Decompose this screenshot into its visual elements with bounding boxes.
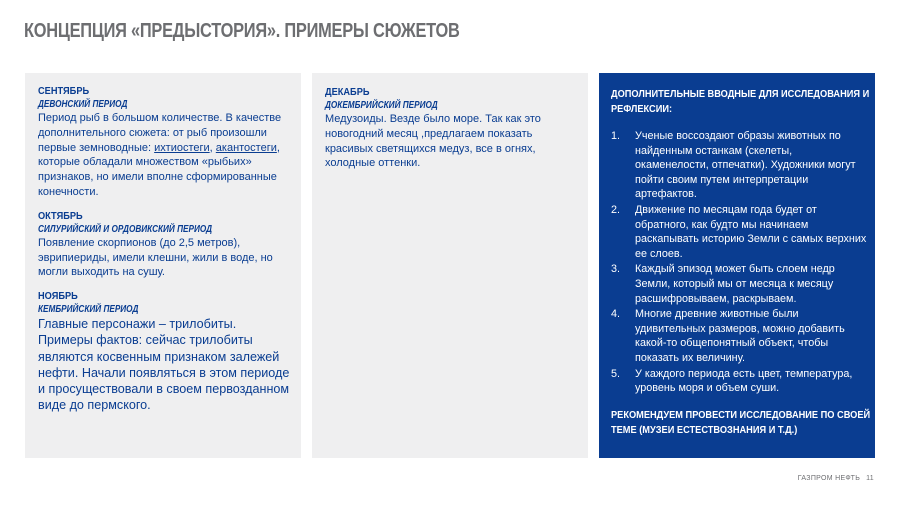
month-heading: НОЯБРЬ (38, 290, 78, 303)
brand-name: ГАЗПРОМ НЕФТЬ (797, 475, 861, 482)
text-part: Период рыб в большом количестве. В качестве дополнительного сюжета: от рыб произошли первые земноводные: (38, 112, 282, 154)
period-subheading: ДОКЕМБРИЙСКИЙ ПЕРИОД (325, 100, 438, 111)
list-item (611, 367, 867, 396)
list-item (611, 129, 867, 202)
section-november (38, 290, 291, 413)
item-text: У каждого периода есть цвет, температура, уровень моря и объем суши. (635, 367, 853, 395)
section-text: Появление скорпионов (до 2,5 метров), эврипиериды, имели клешни, жили в воде, но могли выходить на сушу. (38, 236, 273, 279)
recommendation-label: РЕКОМЕНДУЕМ ПРОВЕСТИ ИССЛЕДОВАНИЕ ПО СВОЕЙ ТЕМЕ (МУЗЕИ ЕСТЕСТВОЗНАНИЯ И Т.Д.) (611, 408, 871, 436)
middle-panel (312, 73, 588, 458)
link-acanthostega[interactable]: акантостеги (215, 141, 277, 154)
month-heading: СЕНТЯБРЬ (38, 85, 90, 97)
item-text: Многие древние животные были удивительных размеров, можно добавить какой-то общепонятный объект, чтобы показать их величину. (635, 308, 845, 364)
period-subheading: ДЕВОНСКИЙ ПЕРИОД (38, 99, 128, 110)
month-heading: ДЕКАБРЬ (325, 86, 370, 98)
recommendation-text (611, 408, 871, 438)
section-october (38, 210, 291, 280)
month-heading: ОКТЯБРЬ (38, 209, 83, 222)
item-number: 5. (611, 367, 621, 380)
section-september (38, 85, 291, 200)
item-number: 4. (611, 308, 621, 321)
period-subheading: КЕМБРИЙСКИЙ ПЕРИОД (38, 304, 139, 316)
right-panel (599, 73, 875, 458)
item-text: Ученые воссоздают образы животных по найденным останкам (скелеты, окаменелости, отпечатки). Художники могут пойти своим путем интерпретации артефактов. (635, 130, 856, 201)
separator: , (209, 141, 216, 154)
list-item (611, 262, 867, 306)
page-footer (798, 475, 874, 482)
link-ichthyostega[interactable]: ихтиостеги (154, 141, 210, 154)
list-item (611, 203, 867, 261)
item-text: Движение по месяцам года будет от обратного, как будто мы начинаем раскапывать историю Земли с самых верхних ее слоев. (635, 203, 867, 260)
item-number: 3. (611, 263, 621, 276)
section-text: Главные персонажи – трилобиты. Примеры фактов: сейчас трилобиты являются косвенным признаком залежей нефти. Начали появляться в этом периоде и просуществовали в своем первозданном виде до пермского. (38, 317, 290, 413)
section-december (325, 86, 578, 171)
section-text: Медузоиды. Везде было море. Так как это новогодний месяц ,предлагаем показать красивых светящихся медуз, все в огнях, холодные оттенки. (325, 113, 541, 170)
heading-text: ДОПОЛНИТЕЛЬНЫЕ ВВОДНЫЕ ДЛЯ ИССЛЕДОВАНИЯ И РЕФЛЕКСИИ: (611, 88, 870, 115)
page-title: КОНЦЕПЦИЯ «ПРЕДЫСТОРИЯ». ПРИМЕРЫ СЮЖЕТОВ (24, 20, 460, 42)
section-text (38, 111, 291, 200)
notes-list (611, 129, 867, 396)
page-number: 11 (866, 475, 874, 482)
right-heading (611, 87, 870, 117)
item-number: 2. (611, 203, 621, 216)
left-panel (25, 73, 301, 458)
item-text: Каждый эпизод может быть слоем недр Земли, который мы от месяца к месяцу расшифровываем, раскрываем. (635, 263, 835, 305)
period-subheading: СИЛУРИЙСКИЙ И ОРДОВИКСКИЙ ПЕРИОД (38, 223, 213, 235)
list-item (611, 307, 867, 365)
text-part: , которые обладали множеством «рыбьих» признаков, но имели вполне сформированные конечности. (38, 141, 280, 198)
item-number: 1. (611, 130, 621, 142)
